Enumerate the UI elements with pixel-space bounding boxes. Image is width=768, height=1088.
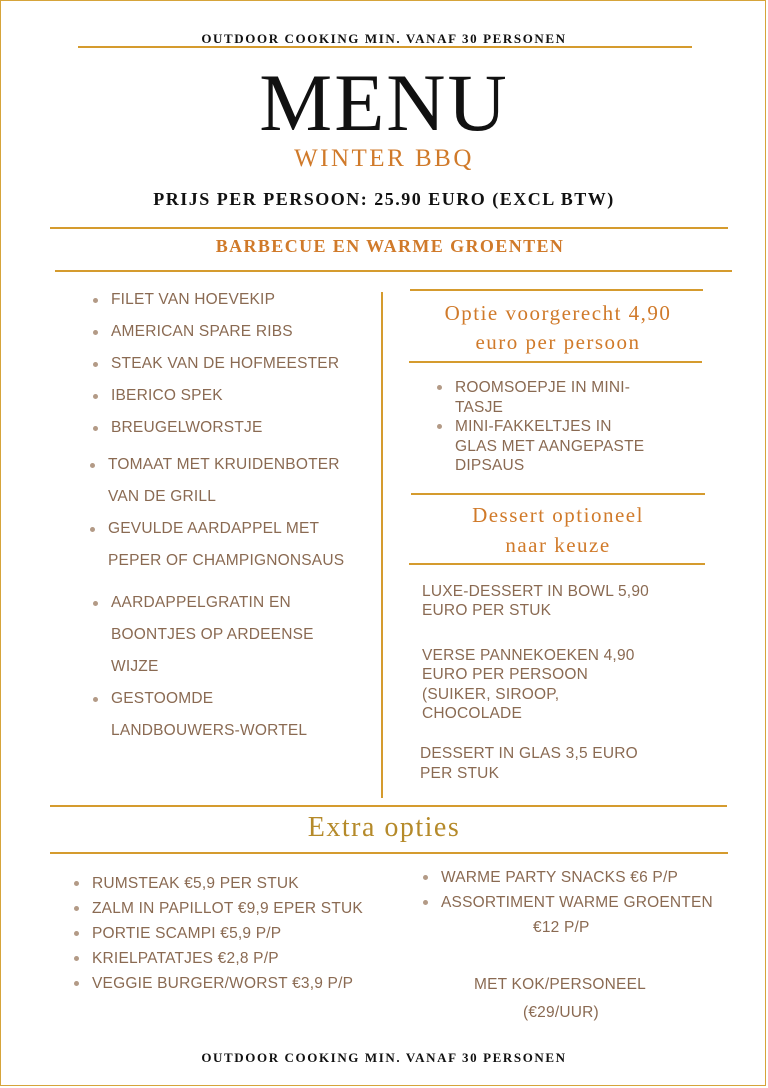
top-banner-underline — [78, 46, 692, 48]
bullet-dot — [93, 697, 98, 702]
dessert-option-continuation: CHOCOLADE — [422, 705, 522, 722]
top-banner: OUTDOOR COOKING MIN. VANAF 30 PERSONEN — [201, 31, 567, 46]
list-item: WARME PARTY SNACKS €6 P/P — [441, 869, 678, 886]
dessert-option: VERSE PANNEKOEKEN 4,90 — [422, 647, 635, 664]
bullet-dot — [423, 900, 428, 905]
bullet-dot — [74, 956, 79, 961]
staff-line2: (€29/UUR) — [523, 1004, 599, 1021]
extra-title: Extra opties — [307, 812, 461, 843]
list-item: TOMAAT MET KRUIDENBOTER — [108, 456, 340, 473]
bottom-banner: OUTDOOR COOKING MIN. VANAF 30 PERSONEN — [201, 1050, 567, 1065]
dessert-option-continuation: (SUIKER, SIROOP, — [422, 686, 560, 703]
list-item: ZALM IN PAPILLOT €9,9 EPER STUK — [92, 900, 363, 917]
dessert-heading-line1: Dessert optioneel — [472, 503, 644, 527]
list-item: ASSORTIMENT WARME GROENTEN — [441, 894, 713, 911]
starter-heading-line2: euro per persoon — [475, 330, 641, 354]
column-divider — [381, 292, 383, 798]
page-subtitle: WINTER BBQ — [294, 145, 474, 172]
list-item-continuation: DIPSAUS — [455, 457, 525, 474]
section-divider-bottom — [55, 270, 732, 272]
list-item-continuation: WIJZE — [111, 658, 159, 675]
starter-heading-line1: Optie voorgerecht 4,90 — [444, 301, 672, 325]
list-item: IBERICO SPEK — [111, 387, 223, 404]
bullet-dot — [437, 385, 442, 390]
staff-line1: MET KOK/PERSONEEL — [474, 976, 646, 993]
bullet-dot — [74, 906, 79, 911]
list-item-continuation: VAN DE GRILL — [108, 488, 217, 505]
list-item: BREUGELWORSTJE — [111, 419, 263, 436]
dessert-option: DESSERT IN GLAS 3,5 EURO — [420, 745, 638, 762]
dessert-option-continuation: EURO PER PERSOON — [422, 666, 588, 683]
bullet-dot — [90, 527, 95, 532]
bullet-dot — [74, 931, 79, 936]
list-item: GEVULDE AARDAPPEL MET — [108, 520, 320, 537]
bullet-dot — [93, 298, 98, 303]
dessert-option: LUXE-DESSERT IN BOWL 5,90 — [422, 583, 649, 600]
list-item: GESTOOMDE — [111, 690, 214, 707]
dessert-option-continuation: EURO PER STUK — [422, 602, 552, 619]
extra-top-line — [50, 805, 727, 807]
list-item: KRIELPATATJES €2,8 P/P — [92, 950, 279, 967]
bullet-dot — [93, 330, 98, 335]
list-item: ROOMSOEPJE IN MINI- — [455, 379, 631, 396]
list-item-continuation: GLAS MET AANGEPASTE — [455, 438, 645, 455]
list-item: RUMSTEAK €5,9 PER STUK — [92, 875, 299, 892]
bullet-dot — [93, 394, 98, 399]
bullet-dot — [93, 362, 98, 367]
list-item-continuation: LANDBOUWERS-WORTEL — [111, 722, 308, 739]
extra-bottom-line — [50, 852, 728, 854]
bullet-dot — [93, 426, 98, 431]
bullet-dot — [90, 463, 95, 468]
dessert-heading-line2: naar keuze — [505, 533, 611, 557]
list-item: FILET VAN HOEVEKIP — [111, 291, 276, 308]
list-item: MINI-FAKKELTJES IN — [455, 418, 612, 435]
dessert-bottom-line — [409, 563, 705, 565]
list-item: VEGGIE BURGER/WORST €3,9 P/P — [92, 975, 354, 992]
list-item-continuation: €12 P/P — [533, 919, 590, 936]
list-item: AARDAPPELGRATIN EN — [111, 594, 291, 611]
list-item: STEAK VAN DE HOFMEESTER — [111, 355, 340, 372]
list-item-continuation: PEPER OF CHAMPIGNONSAUS — [108, 552, 345, 569]
bullet-dot — [437, 424, 442, 429]
list-item: PORTIE SCAMPI €5,9 P/P — [92, 925, 282, 942]
dessert-top-line — [411, 493, 705, 495]
dessert-option-continuation: PER STUK — [420, 765, 500, 782]
section-divider-top — [50, 227, 728, 229]
bullet-dot — [74, 981, 79, 986]
bullet-dot — [93, 601, 98, 606]
list-item: AMERICAN SPARE RIBS — [111, 323, 293, 340]
bullet-dot — [423, 875, 428, 880]
list-item-continuation: TASJE — [455, 399, 504, 416]
bbq-heading: BARBECUE EN WARME GROENTEN — [215, 236, 565, 256]
page-title: MENU — [259, 57, 509, 148]
starter-bottom-line — [409, 361, 702, 363]
starter-top-line — [410, 289, 703, 291]
list-item-continuation: BOONTJES OP ARDEENSE — [111, 626, 314, 643]
price-line: PRIJS PER PERSOON: 25.90 EURO (EXCL BTW) — [153, 189, 615, 209]
bullet-dot — [74, 881, 79, 886]
